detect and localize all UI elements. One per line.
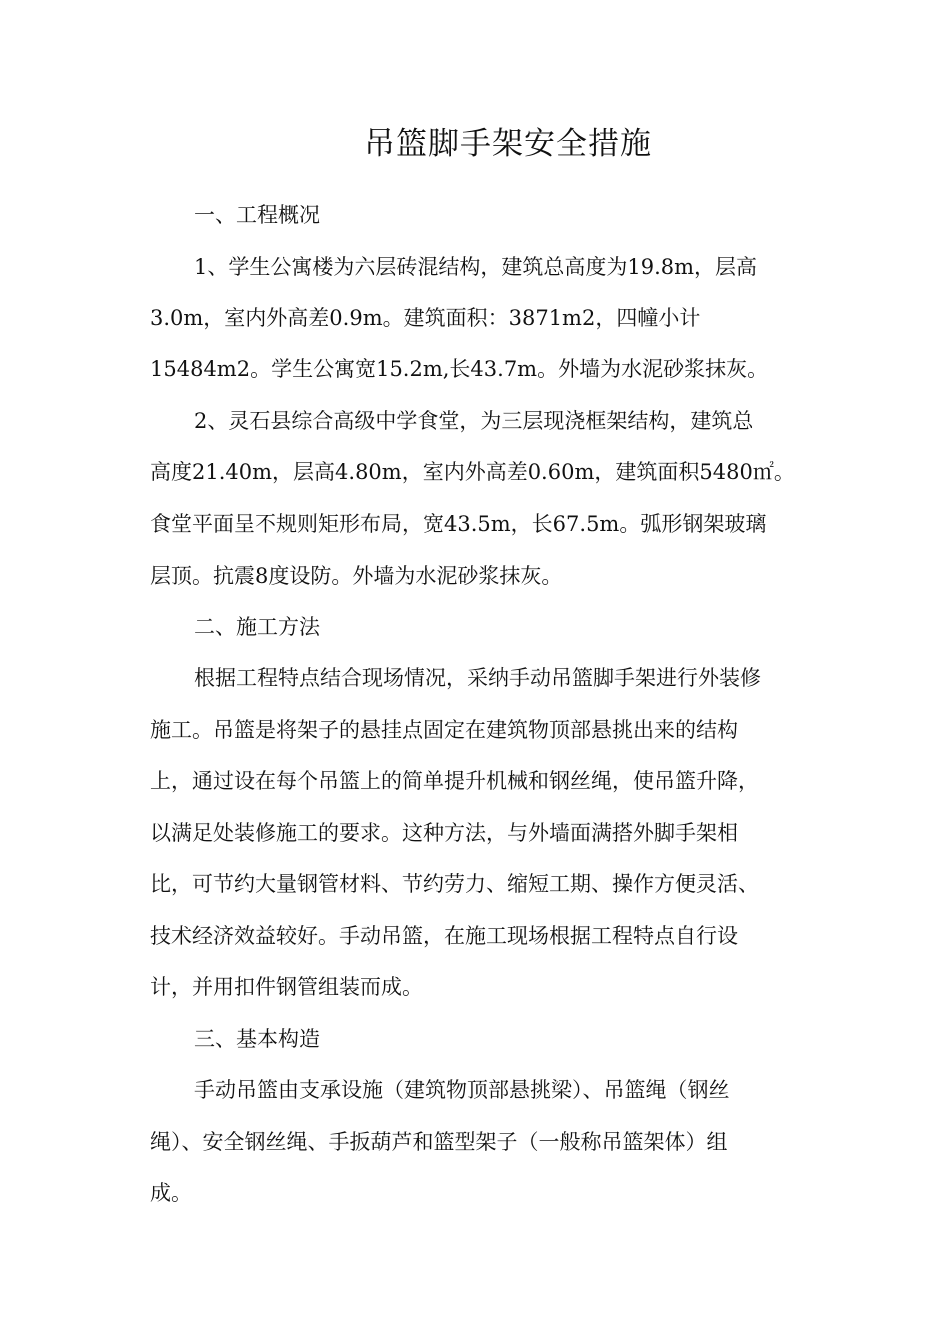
section-heading-method: 二、施工方法 [194,615,320,639]
paragraph-line: 层顶。抗震8度设防。外墙为水泥砂浆抹灰。 [150,564,563,588]
section-heading-structure: 三、基本构造 [194,1027,320,1051]
paragraph-line: 高度21.40m，层高4.80m，室内外高差0.60m，建筑面积5480㎡。 [150,460,795,484]
paragraph-line: 手动吊篮由支承设施（建筑物顶部悬挑梁）、吊篮绳（钢丝 [194,1078,730,1102]
paragraph-line: 技术经济效益较好。手动吊篮，在施工现场根据工程特点自行设 [150,924,738,948]
paragraph-line: 上，通过设在每个吊篮上的简单提升机械和钢丝绳，使吊篮升降， [150,769,759,793]
paragraph-line: 计，并用扣件钢管组装而成。 [150,975,423,999]
paragraph-line: 食堂平面呈不规则矩形布局，宽43.5m，长67.5m。弧形钢架玻璃 [150,512,767,536]
paragraph-line: 3.0m，室内外高差0.9m。建筑面积：3871m2，四幢小计 [150,306,701,330]
document-title: 吊篮脚手架安全措施 [364,126,652,162]
paragraph-line: 15484m2。学生公寓宽15.2m,长43.7m。外墙为水泥砂浆抹灰。 [150,357,769,381]
paragraph-line: 2、灵石县综合高级中学食堂，为三层现浇框架结构，建筑总 [194,409,754,433]
paragraph-line: 根据工程特点结合现场情况，采纳手动吊篮脚手架进行外装修 [194,666,761,690]
section-heading-overview: 一、工程概况 [194,203,320,227]
paragraph-line: 以满足处装修施工的要求。这种方法，与外墙面满搭外脚手架相 [150,821,738,845]
paragraph-line: 1、学生公寓楼为六层砖混结构，建筑总高度为19.8m，层高 [194,255,758,279]
paragraph-line: 施工。吊篮是将架子的悬挂点固定在建筑物顶部悬挑出来的结构 [150,718,738,742]
paragraph-line: 比，可节约大量钢管材料、节约劳力、缩短工期、操作方便灵活、 [150,872,759,896]
paragraph-line: 绳）、安全钢丝绳、手扳葫芦和篮型架子（一般称吊篮架体）组 [150,1130,728,1154]
paragraph-line: 成。 [150,1181,192,1205]
